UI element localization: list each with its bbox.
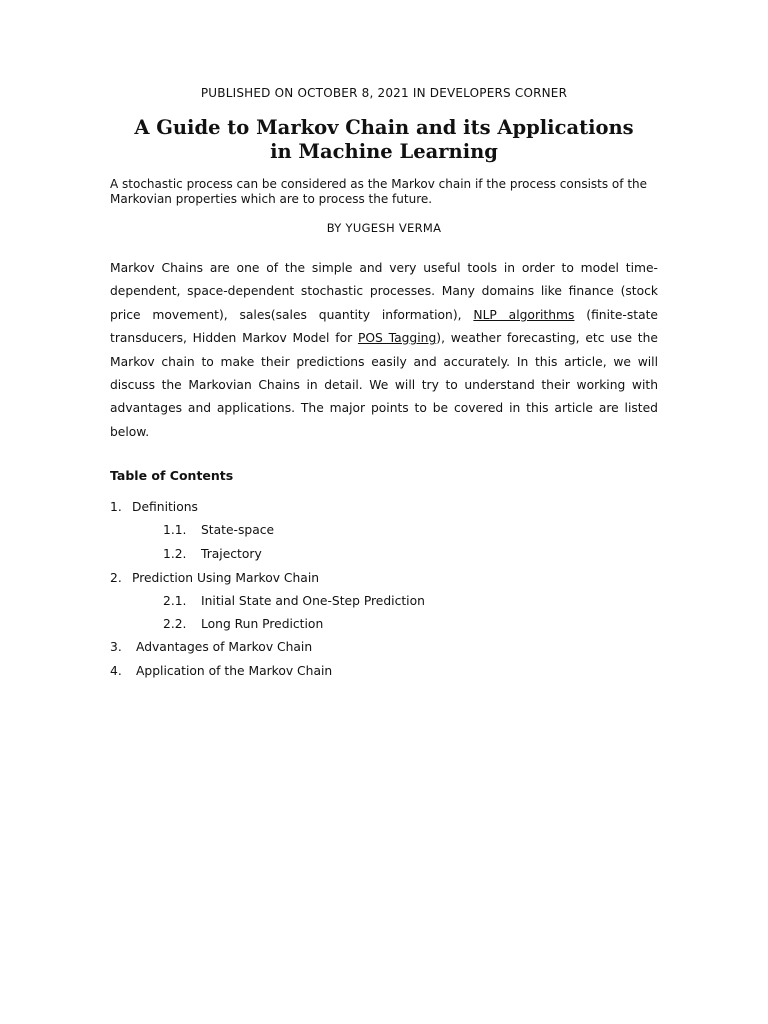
toc-item <box>110 571 319 585</box>
article-title <box>84 116 684 164</box>
pos-tagging-link[interactable]: POS Tagging <box>357 331 437 346</box>
toc-item <box>163 547 262 561</box>
title-line-1: A Guide to Markov Chain and its Applications <box>134 116 634 139</box>
toc-item-label: Prediction Using Markov Chain <box>132 571 320 585</box>
body-text-part-3: ), weather forecasting, etc use the Markov chain to make their predictions easily and accurately. In this article, we will discuss the Markovian Chains in detail. We will try to understand their working with advantages and applications. The major points to be covered in this article are listed below. <box>110 331 658 439</box>
toc-item-number: 1.2. <box>163 547 187 561</box>
toc-item-label: Initial State and One-Step Prediction <box>201 594 425 608</box>
toc-item <box>110 640 312 654</box>
title-line-2: in Machine Learning <box>270 140 498 163</box>
toc-item-label: Definitions <box>132 500 198 514</box>
toc-item <box>163 523 274 537</box>
body-text-part-1: Markov Chains are one of the simple and very useful tools in order to model time-dependent, space-dependent stochastic processes. Many domains like finance (stock price movement), sales(sales quantity information), <box>110 261 658 322</box>
toc-item-number: 1. <box>110 500 122 514</box>
toc-item <box>110 664 332 678</box>
toc-item-label: State-space <box>201 523 275 537</box>
nlp-algorithms-link[interactable]: NLP algorithms <box>473 307 575 322</box>
toc-item-number: 2.1. <box>163 594 187 608</box>
toc-item-label: Application of the Markov Chain <box>136 664 333 678</box>
toc-item-number: 2. <box>110 571 122 585</box>
toc-item-label: Advantages of Markov Chain <box>136 640 313 654</box>
toc-item-label: Long Run Prediction <box>201 617 324 631</box>
toc-item <box>163 594 425 608</box>
author-byline: BY YUGESH VERMA <box>326 221 442 235</box>
body-paragraph <box>110 257 658 444</box>
toc-item-number: 2.2. <box>163 617 187 631</box>
toc-item-label: Trajectory <box>201 547 262 561</box>
toc-item <box>163 617 323 631</box>
toc-item-number: 1.1. <box>163 523 187 537</box>
body-text-part-2: (finite-state transducers, Hidden Markov Model for <box>110 307 658 346</box>
toc-item <box>110 500 198 514</box>
toc-item-number: 4. <box>110 664 122 678</box>
published-line: PUBLISHED ON OCTOBER 8, 2021 IN DEVELOPERS CORNER <box>200 86 568 100</box>
toc-heading: Table of Contents <box>110 468 234 483</box>
article-abstract: A stochastic process can be considered as the Markov chain if the process consists of the Markovian properties which are to process the future. <box>110 177 648 206</box>
toc-item-number: 3. <box>110 640 122 654</box>
